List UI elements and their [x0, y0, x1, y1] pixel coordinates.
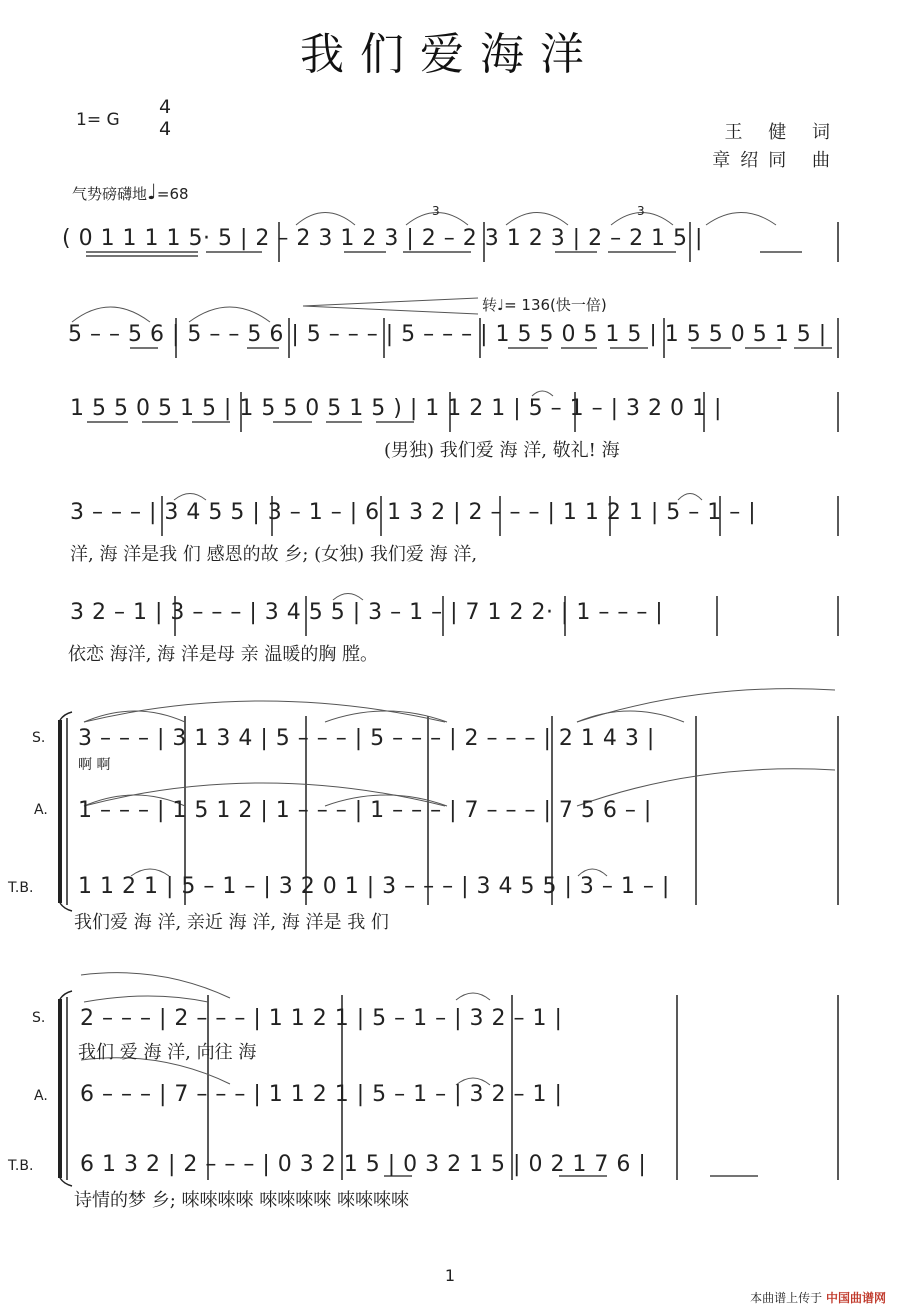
footer-credit: [750, 1289, 886, 1306]
lyrics-row-5: 依恋 海洋, 海 洋是母 亲 温暖的胸 膛。: [68, 644, 379, 665]
voice-label-soprano-2: S.: [32, 1010, 46, 1026]
triplet-mark-1: 3: [432, 204, 440, 218]
tempo-bpm: =68: [156, 185, 189, 203]
choir-1-alto-notes: 1 – – – | 1 5 1 2 | 1 – – – | 1 – – – | 7 – – – | 7 5 6 – |: [78, 798, 652, 823]
time-signature: [156, 96, 174, 140]
triplet-mark-2: 3: [637, 204, 645, 218]
footer-text: 本曲谱上传于: [750, 1291, 823, 1305]
choir-1-tb-notes: 1 1 2 1 | 5 – 1 – | 3 2 0 1 | 3 – – – | 3 4 5 5 | 3 – 1 – |: [78, 874, 670, 899]
lyricist-credit: 王 健 词: [724, 122, 840, 143]
choir-2-alto-notes: 6 – – – | 7 – – – | 1 1 2 1 | 5 – 1 – | 3 2 – 1 |: [80, 1082, 563, 1107]
voice-label-soprano: S.: [32, 730, 46, 746]
tempo-marking: [72, 180, 189, 204]
voice-label-tenor-bass-2: T.B.: [8, 1158, 34, 1174]
song-title: 我们爱海洋: [300, 29, 600, 80]
tempo-text: 气势磅礴地: [72, 185, 148, 203]
choir-2-tb-notes: 6 1 3 2 | 2 – – – | 0 3 2 1 5 | 0 3 2 1 5 | 0 2 1 7 6 |: [80, 1152, 647, 1177]
time-signature-top: 4: [158, 96, 172, 118]
score-row-3: 1 5 5 0 5 1 5 | 1 5 5 0 5 1 5 ) | 1 1 2 1 | 5 – 1 – | 3 2 0 1 |: [70, 396, 722, 421]
quarter-note-icon: ♩: [147, 180, 157, 204]
page-number: 1: [444, 1266, 456, 1285]
key-signature: 1= G: [76, 110, 120, 130]
score-row-4: 3 – – – | 3 4 5 5 | 3 – 1 – | 6 1 3 2 | 2 – – – | 1 1 2 1 | 5 – 1 – |: [70, 500, 757, 525]
site-logo[interactable]: 中国曲谱网: [825, 1291, 886, 1305]
voice-label-tenor-bass: T.B.: [8, 880, 34, 896]
lyrics-row-4: 洋, 海 洋是我 们 感恩的故 乡; (女独) 我们爱 海 洋,: [70, 544, 478, 565]
choir-1-soprano-notes: 3 – – – | 3 1 3 4 | 5 – – – | 5 – – – | 2 – – – | 2 1 4 3 |: [78, 726, 655, 751]
time-signature-bottom: 4: [158, 118, 172, 140]
tempo-change: 转♩= 136(快一倍): [482, 296, 607, 314]
choir-2-soprano-lyric: 我们 爱 海 洋, 向往 海: [78, 1042, 257, 1063]
score-row-5: 3 2 – 1 | 3 – – – | 3 4 5 5 | 3 – 1 – | 7 1 2 2· | 1 – – – |: [70, 600, 664, 625]
composer-credit: 章绍同 曲: [712, 150, 840, 171]
voice-label-alto-2: A.: [34, 1088, 48, 1104]
score-row-1: ( 0 1 1 1 1 5· 5 | 2 – 2 3 1 2 3 | 2 – 2 3 1 2 3 | 2 – 2 1 5 |: [62, 226, 703, 251]
choir-1-soprano-lyric: 啊 啊: [78, 757, 111, 773]
choir-2-soprano-notes: 2 – – – | 2 – – – | 1 1 2 1 | 5 – 1 – | 3 2 – 1 |: [80, 1006, 563, 1031]
choir-1-tb-lyric: 我们爱 海 洋, 亲近 海 洋, 海 洋是 我 们: [74, 912, 389, 933]
score-row-2: 5 – – 5 6 | 5 – – 5 6 | 5 – – – | 5 – – – | 1 5 5 0 5 1 5 | 1 5 5 0 5 1 5 |: [68, 322, 827, 347]
choir-2-tb-lyric: 诗情的梦 乡; 唻唻唻唻 唻唻唻唻 唻唻唻唻: [74, 1190, 409, 1211]
voice-label-alto: A.: [34, 802, 48, 818]
lyrics-row-3: (男独) 我们爱 海 洋, 敬礼! 海: [384, 440, 620, 461]
